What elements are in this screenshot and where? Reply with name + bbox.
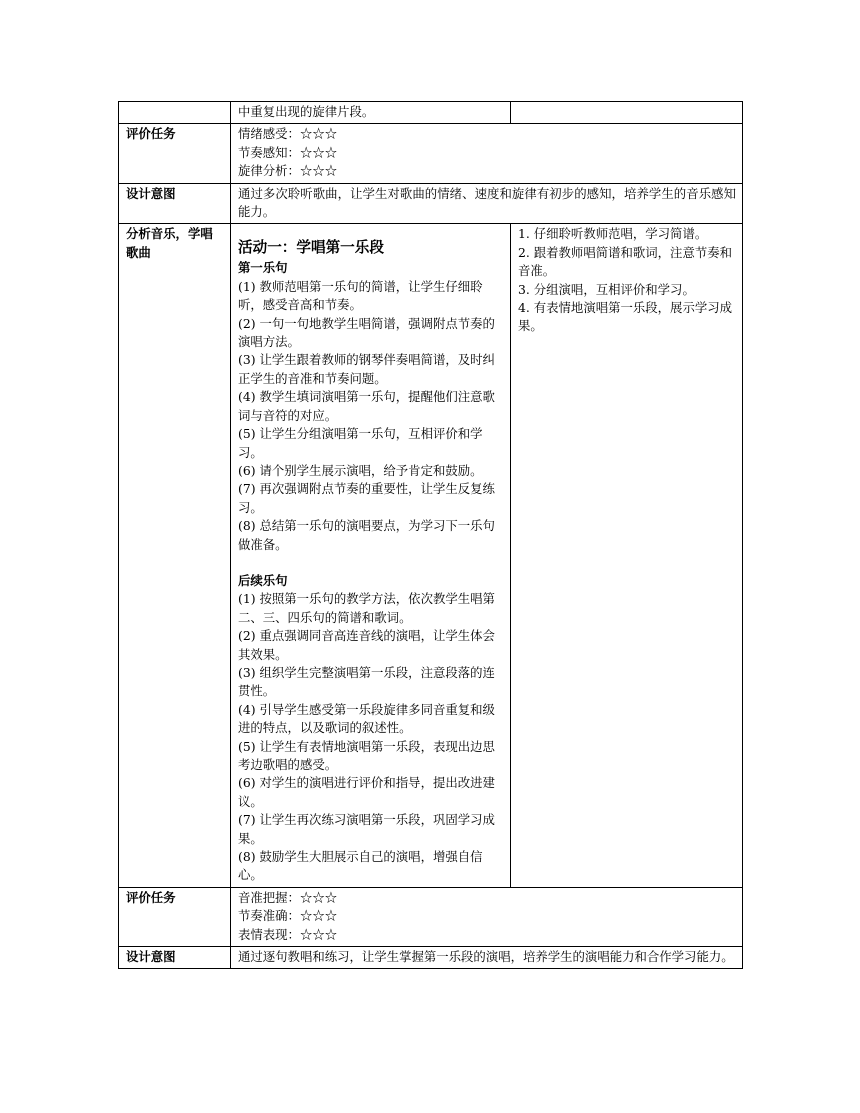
eval-label: 评价任务	[119, 887, 231, 946]
table-row	[119, 183, 743, 224]
eval-cell	[231, 124, 743, 183]
table-row	[119, 224, 743, 887]
list-item: (1) 教师范唱第一乐句的简谱，让学生仔细聆听，感受音高和节奏。	[238, 278, 483, 313]
intent-text: 通过逐句教唱和练习，让学生掌握第一乐段的演唱，培养学生的演唱能力和合作学习能力。	[238, 949, 734, 965]
goal-item: 3. 分组演唱，互相评价和学习。	[518, 281, 695, 297]
list-item: (2) 重点强调同音高连音线的演唱，让学生体会其效果。	[238, 628, 495, 662]
table-row	[119, 947, 743, 969]
list-item: (5) 让学生有表情地演唱第一乐段，表现出边思考边歌唱的感受。	[238, 738, 495, 772]
intent-text: 通过多次聆听歌曲，让学生对歌曲的情绪、速度和旋律有初步的感知，培养学生的音乐感知能力。	[238, 185, 736, 220]
student-goals-cell	[511, 224, 743, 887]
teacher-activity-cell	[231, 224, 511, 887]
eval-line: 旋律分析：☆☆☆	[238, 163, 338, 179]
list-item: (8) 鼓励学生大胆展示自己的演唱，增强自信心。	[238, 849, 483, 883]
eval-line: 节奏准确：☆☆☆	[238, 908, 338, 924]
eval-line: 表情表现：☆☆☆	[238, 926, 338, 942]
list-item: (6) 对学生的演唱进行评价和指导，提出改进建议。	[238, 775, 495, 809]
table-row	[119, 887, 743, 946]
spacer	[238, 554, 504, 572]
list-item: (3) 组织学生完整演唱第一乐段，注意段落的连贯性。	[238, 664, 495, 699]
intent-cell	[231, 947, 743, 969]
list-item: (1) 按照第一乐句的教学方法，依次教学生唱第二、三、四乐句的简谱和歌词。	[238, 591, 495, 625]
empty-cell	[119, 102, 231, 124]
table-row	[119, 102, 743, 124]
intent-label: 设计意图	[119, 183, 231, 224]
continued-text-cell	[231, 102, 511, 124]
section-heading: 后续乐句	[238, 572, 288, 588]
list-item: (4) 引导学生感受第一乐段旋律多同音重复和级进的特点，以及歌词的叙述性。	[238, 701, 495, 736]
eval-line: 情绪感受：☆☆☆	[238, 126, 338, 142]
list-item: (2) 一句一句地教学生唱简谱，强调附点节奏的演唱方法。	[238, 315, 495, 350]
section-heading: 第一乐句	[238, 260, 288, 276]
eval-line: 音准把握：☆☆☆	[238, 889, 338, 905]
eval-line: 节奏感知：☆☆☆	[238, 144, 338, 160]
list-item: (6) 请个别学生展示演唱，给予肯定和鼓励。	[238, 462, 483, 478]
activity-title: 活动一：学唱第一乐段	[238, 239, 384, 257]
list-item: (5) 让学生分组演唱第一乐句，互相评价和学习。	[238, 426, 483, 460]
lesson-plan-table	[118, 101, 743, 969]
eval-label: 评价任务	[119, 124, 231, 183]
continued-text: 中重复出现的旋律片段。	[238, 104, 375, 119]
list-item: (3) 让学生跟着教师的钢琴伴奏唱简谱，及时纠正学生的音准和节奏问题。	[238, 352, 495, 386]
goal-item: 4. 有表情地演唱第一乐段，展示学习成果。	[518, 300, 733, 334]
list-item: (8) 总结第一乐句的演唱要点，为学习下一乐句做准备。	[238, 518, 495, 552]
list-item: (7) 让学生再次练习演唱第一乐段，巩固学习成果。	[238, 812, 495, 846]
intent-label: 设计意图	[119, 947, 231, 969]
intent-cell	[231, 183, 743, 224]
goal-item: 2. 跟着教师唱简谱和歌词，注意节奏和音准。	[518, 244, 733, 279]
table-row	[119, 124, 743, 183]
goal-item: 1. 仔细聆听教师范唱，学习简谱。	[518, 226, 708, 242]
activity-label: 分析音乐，学唱歌曲	[119, 224, 231, 887]
empty-cell	[511, 102, 743, 124]
list-item: (4) 教学生填词演唱第一乐句，提醒他们注意歌词与音符的对应。	[238, 389, 495, 423]
eval-cell	[231, 887, 743, 946]
list-item: (7) 再次强调附点节奏的重要性，让学生反复练习。	[238, 481, 495, 515]
